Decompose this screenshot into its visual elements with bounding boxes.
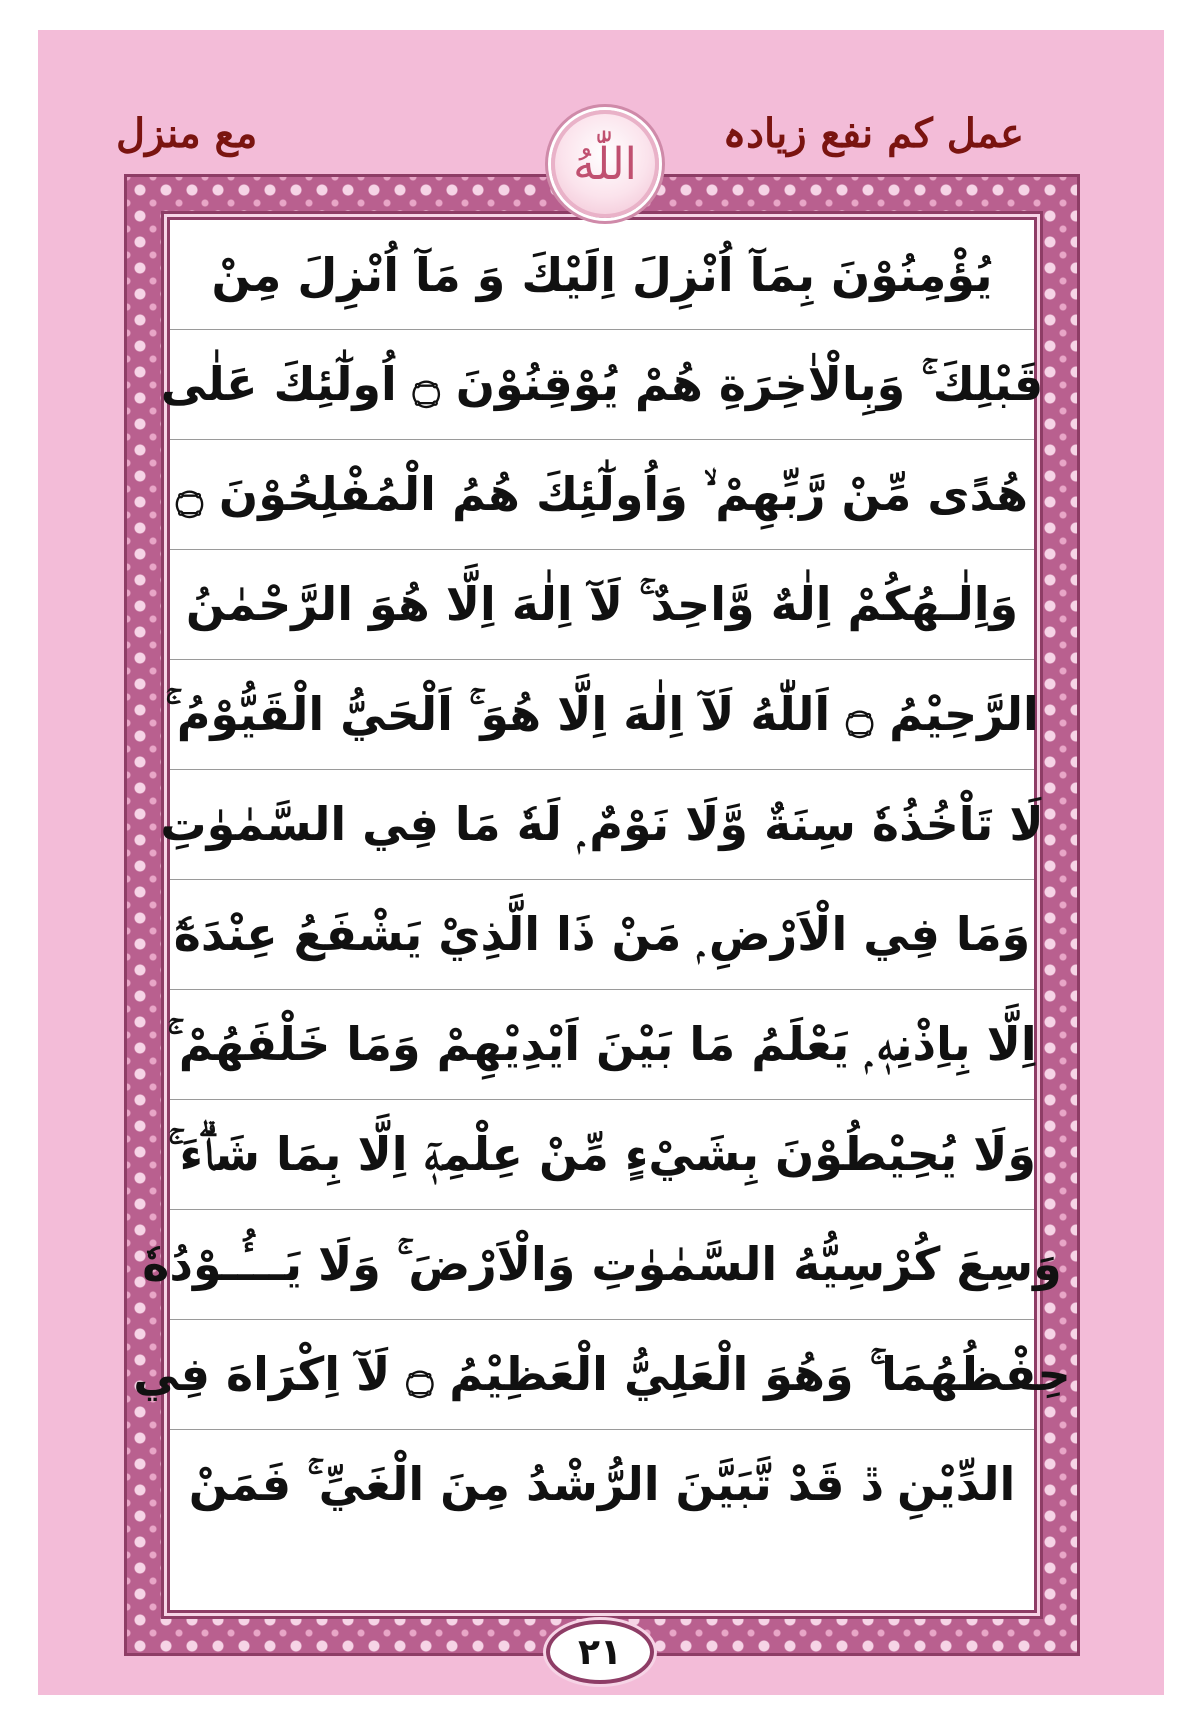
verse-line: حِفْظُهُمَا ۚ وَهُوَ الْعَلِيُّ الْعَظِيْمُ ۝ لَآ اِكْرَاهَ فِي xyxy=(170,1320,1034,1430)
page-background xyxy=(38,30,1164,1695)
verse-line: الرَّحِيْمُ ۝ اَللّٰهُ لَآ اِلٰهَ اِلَّا هُوَ ۚ اَلْحَيُّ الْقَيُّوْمُ ۚ xyxy=(170,660,1034,770)
verse-line: لَا تَاْخُذُهٗ سِنَةٌ وَّلَا نَوْمٌ ۭ لَهٗ مَا فِي السَّمٰوٰتِ xyxy=(170,770,1034,880)
allah-medallion xyxy=(551,110,659,218)
verse-line: الدِّيْنِ ڐ قَدْ تَّبَيَّنَ الرُّشْدُ مِنَ الْغَيِّ ۚ فَمَنْ xyxy=(188,1457,1016,1511)
verse-line: وَلَا يُحِيْطُوْنَ بِشَيْءٍ مِّنْ عِلْمِهٖٓ اِلَّا بِمَا شَاۗءَ ۚ xyxy=(170,1100,1034,1210)
book-title: عمل کم نفع زیادہ xyxy=(722,110,1024,157)
allah-calligraphy: اللّٰهُ xyxy=(573,138,637,190)
ornamental-border xyxy=(124,174,1080,1656)
verse-line: اِلَّا بِاِذْنِهٖ ۭ يَعْلَمُ مَا بَيْنَ اَيْدِيْهِمْ وَمَا خَلْفَهُمْ ۚ xyxy=(170,990,1034,1100)
manzil-title: مع منزل xyxy=(116,110,258,157)
verse-line: هُدًى مِّنْ رَّبِّهِمْ ۙ وَاُولٰٓئِكَ هُمُ الْمُفْلِحُوْنَ ۝ xyxy=(170,440,1034,550)
verse-line: يُؤْمِنُوْنَ بِمَآ اُنْزِلَ اِلَيْكَ وَ مَآ اُنْزِلَ مِنْ xyxy=(170,220,1034,330)
verse-line: وَمَا فِي الْاَرْضِ ۭ مَنْ ذَا الَّذِيْ يَشْفَعُ عِنْدَهٗٓ xyxy=(170,880,1034,990)
text-panel xyxy=(133,217,1071,1613)
verse-line: قَبْلِكَ ۚ وَبِالْاٰخِرَةِ هُمْ يُوْقِنُوْنَ ۝ اُولٰٓئِكَ عَلٰى xyxy=(170,330,1034,440)
verse-line: وَسِعَ كُرْسِيُّهُ السَّمٰوٰتِ وَالْاَرْضَ ۚ وَلَا يَـــُٔـوْدُهٗ xyxy=(170,1210,1034,1320)
page-number: ٢١ xyxy=(546,1620,654,1684)
verse-line: وَاِلٰـهُكُمْ اِلٰهٌ وَّاحِدٌ ۚ لَآ اِلٰهَ اِلَّا هُوَ الرَّحْمٰنُ xyxy=(170,550,1034,660)
